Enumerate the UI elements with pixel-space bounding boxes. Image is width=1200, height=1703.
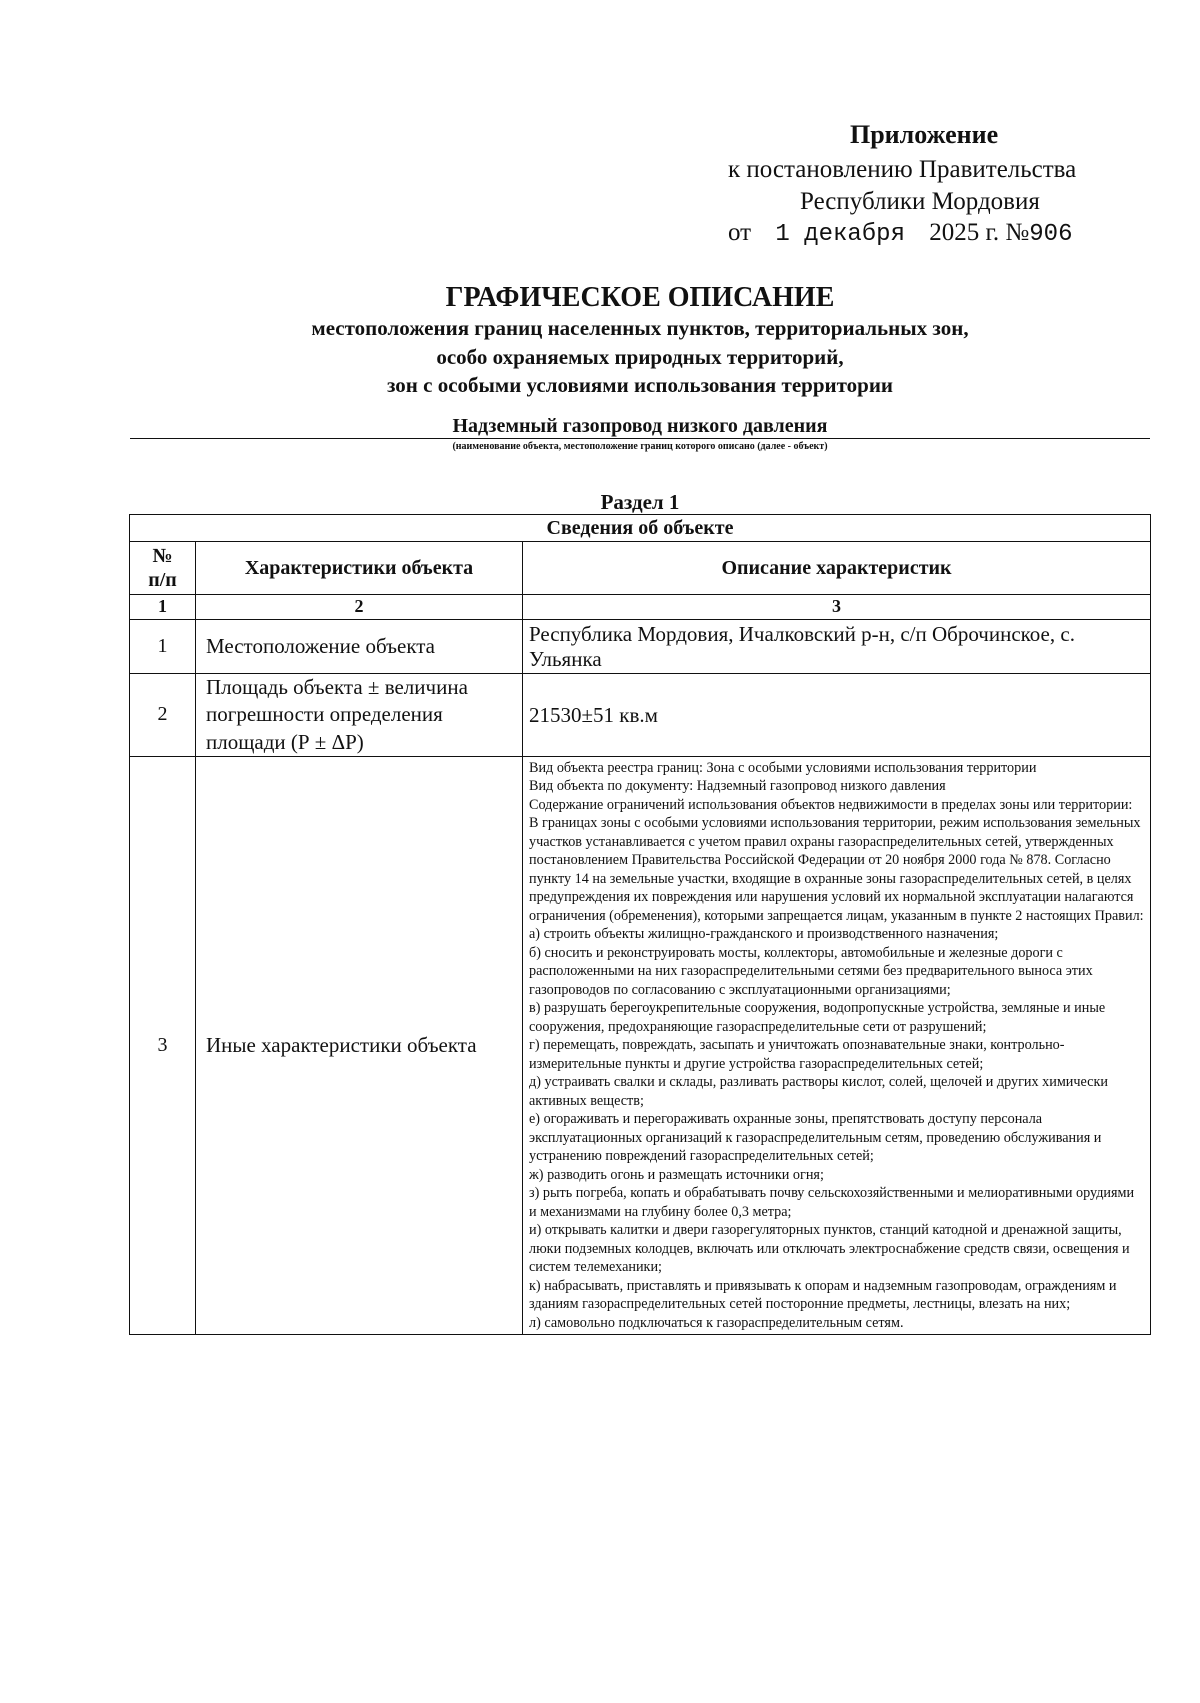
table-row [130, 620, 1151, 674]
document-title: ГРАФИЧЕСКОЕ ОПИСАНИЕ [445, 282, 835, 313]
document-subtitle-2: особо охраняемых природных территорий, [436, 345, 844, 369]
restriction-line: ж) разводить огонь и размещать источники огня; [529, 1166, 824, 1183]
column-number: 2 [196, 595, 523, 620]
number-prefix: № [1005, 219, 1030, 246]
column-number: 1 [130, 595, 196, 620]
object-name: Надземный газопровод низкого давления [452, 415, 828, 437]
table-header-row [130, 542, 1151, 595]
restriction-line: б) сносить и реконструировать мосты, коллекторы, автомобильные и железные дороги с расположенными на них газораспределительными сетями без предварительного выноса этих газопроводов по согласованию с эксплуатационными организациями; [529, 944, 1093, 998]
header-number-top: № [152, 545, 173, 567]
restriction-line: з) рыть погреба, копать и обрабатывать почву сельскохозяйственными и мелиоративными орудиями и механизмами на глубину более 0,3 метра; [529, 1185, 1135, 1220]
restriction-line: и) открывать калитки и двери газорегуляторных пунктов, станций катодной и дренажной защиты, люки подземных колодцев, включать или отключать электроснабжение средств связи, освещения и систем телемеханики; [529, 1222, 1130, 1276]
appendix-line-resolution: к постановлению Правительства [728, 156, 1077, 183]
table-title-row [130, 515, 1151, 542]
row-description: Республика Мордовия, Ичалковский р-н, с/п Оброчинское, с. Ульянка [523, 620, 1151, 674]
section-title: Раздел 1 [600, 490, 680, 514]
restriction-line: д) устраивать свалки и склады, разливать растворы кислот, солей, щелочей и других химически активных веществ; [529, 1074, 1108, 1109]
restriction-line: к) набрасывать, приставлять и привязывать к опорам и надземным газопроводам, ограждениям и зданиям газораспределительных сетей посторонние предметы, лестницы, влезать на них; [529, 1277, 1117, 1313]
restriction-line: Вид объекта реестра границ: Зона с особыми условиями использования территории [529, 759, 1037, 776]
appendix-date-line [728, 219, 1073, 248]
table-row [130, 674, 1151, 757]
date-value: 1 декабря [775, 221, 905, 248]
column-number: 3 [523, 595, 1151, 620]
document-subtitle-3: зон с особыми условиями использования территории [386, 373, 894, 397]
restriction-line: е) огораживать и перегораживать охранные зоны, препятствовать доступу персонала эксплуатационных организаций к газораспределительным сетям, проведению обслуживания и устранению повреждений газораспределительных сетей; [529, 1111, 1102, 1165]
restriction-line: а) строить объекты жилищно-гражданского и производственного назначения; [529, 926, 999, 943]
restriction-line: г) перемещать, повреждать, засыпать и уничтожать опознавательные знаки, контрольно-измерительные пункты и другие устройства газораспределительных сетей; [529, 1037, 1065, 1072]
appendix-title: Приложение [850, 120, 999, 149]
document-subtitle-1: местоположения границ населенных пунктов, территориальных зон, [311, 316, 969, 340]
row-description-restrictions [523, 756, 1151, 1335]
row-number: 3 [130, 756, 196, 1335]
row-number: 2 [130, 674, 196, 757]
restriction-line: Содержание ограничений использования объектов недвижимости в пределах зоны или территории: В границах зоны с особыми условиями использования территории, режим использования земельных участков устанавливается с учетом правил охраны газораспределительных сетей, утвержденных постановлением Правительства Российской Федерации от 20 ноября 2000 года № 878. Согласно пункту 14 на земельные участки, входящие в охранные зоны газораспределительных сетей, в целях предупреждения их повреждения или нарушения условий их нормальной эксплуатации налагаются ограничения (обременения), которыми запрещается лицам, указанным в пункте 2 настоящих Правил: [529, 796, 1144, 924]
restriction-line: Вид объекта по документу: Надземный газопровод низкого давления [529, 778, 946, 795]
date-year: 2025 г. [929, 219, 1000, 246]
object-underline [130, 438, 1150, 439]
row-characteristic: Местоположение объекта [196, 620, 523, 674]
table-title: Сведения об объекте [130, 515, 1151, 542]
number-value: 906 [1029, 221, 1073, 248]
restriction-line: л) самовольно подключаться к газораспределительным сетям. [529, 1314, 904, 1331]
row-characteristic: Площадь объекта ± величина погрешности определения площади (Р ± ΔР) [196, 674, 523, 757]
table-row [130, 756, 1151, 1335]
row-number: 1 [130, 620, 196, 674]
row-description: 21530±51 кв.м [523, 674, 1151, 757]
date-prefix: от [728, 219, 752, 246]
header-characteristic: Характеристики объекта [196, 542, 523, 595]
restriction-line: в) разрушать берегоукрепительные сооружения, водопропускные устройства, земляные и иные сооружения, предохраняющие газораспределительные сети от разрушений; [529, 1000, 1106, 1035]
header-number [130, 542, 196, 595]
row-characteristic: Иные характеристики объекта [196, 756, 523, 1335]
appendix-line-republic: Республики Мордовия [800, 188, 1040, 215]
object-info-table [129, 514, 1151, 1335]
column-number-row [130, 595, 1151, 620]
header-number-bottom: п/п [148, 569, 177, 591]
object-caption: (наименование объекта, местоположение границ которого описано (далее - объект) [452, 441, 828, 452]
header-description: Описание характеристик [523, 542, 1151, 595]
